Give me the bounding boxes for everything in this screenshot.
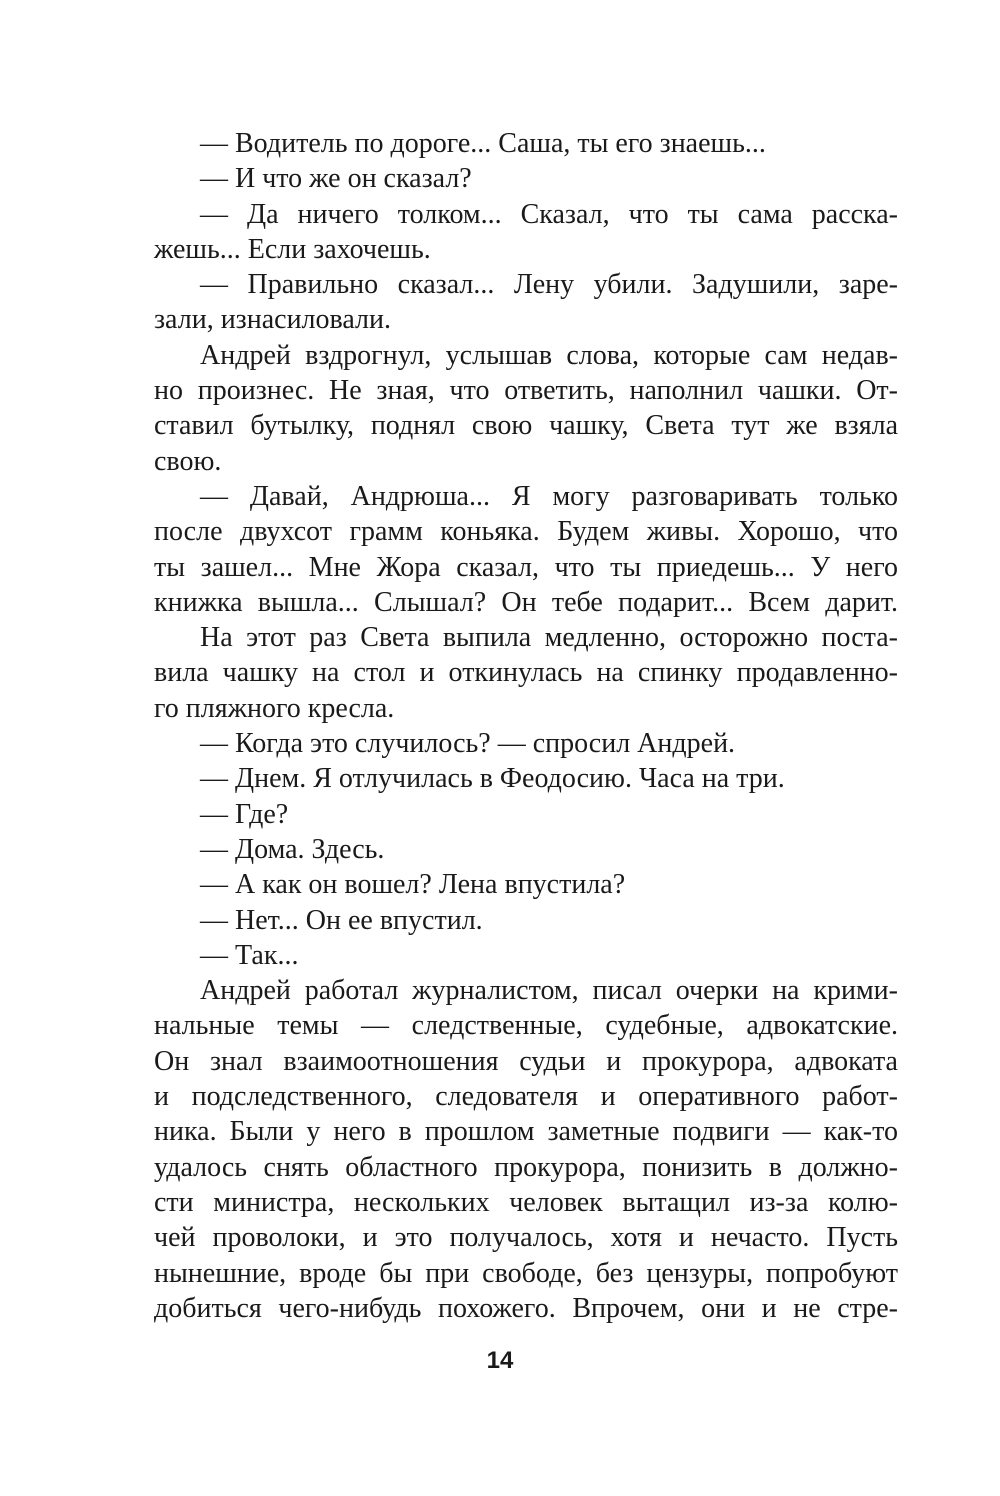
text-line: — Нет... Он ее впустил. [200,904,483,936]
text-line: ставил бутылку, поднял свою чашку, Света тут же взяла [154,410,898,442]
text-line: — Когда это случилось? — спросил Андрей. [200,728,736,760]
page-number: 14 [486,1347,514,1374]
text-line: На этот раз Света выпила медленно, осторожно поста- [200,622,898,654]
text-line: чей проволоки, и это получалось, хотя и нечасто. Пусть [154,1222,898,1254]
text-line: добиться чего-нибудь похожего. Впрочем, они и не стре- [154,1292,898,1324]
text-line: — Где? [200,798,289,830]
text-line: го пляжного кресла. [154,692,395,724]
text-line: Андрей работал журналистом, писал очерки на крими- [200,975,898,1007]
text-line: — А как он вошел? Лена впустила? [200,869,626,901]
text-line: зали, изнасиловали. [154,304,392,336]
text-line: нынешние, вроде бы при свободе, без цензуры, попробуют [154,1257,898,1289]
text-line: — Правильно сказал... Лену убили. Задушили, заре- [200,269,898,301]
text-line: Он знал взаимоотношения судьи и прокурора, адвоката [154,1045,898,1077]
book-page-text [154,126,898,1326]
text-line: книжка вышла... Слышал? Он тебе подарит... Всем дарит. [154,586,898,618]
text-line: — Так... [200,939,299,971]
text-line: вила чашку на стол и откинулась на спинку продавленно- [154,657,898,689]
text-line: удалось снять областного прокурора, понизить в должно- [154,1151,898,1183]
text-line: — Дома. Здесь. [200,833,385,865]
text-line: и подследственного, следователя и оперативного работ- [154,1081,898,1113]
text-line: — Водитель по дороге... Саша, ты его знаешь... [200,128,766,159]
text-line: свою. [154,445,222,477]
text-line: после двухсот грамм коньяка. Будем живы. Хорошо, что [154,516,898,548]
text-line: но произнес. Не зная, что ответить, наполнил чашки. От- [154,375,898,407]
text-line: ника. Были у него в прошлом заметные подвиги — как-то [154,1116,898,1148]
text-line: Андрей вздрогнул, услышав слова, которые сам недав- [200,339,898,371]
text-line: сти министра, нескольких человек вытащил из-за колю- [154,1186,898,1218]
text-line: — Да ничего толком... Сказал, что ты сама расска- [200,198,898,230]
text-line: — Днем. Я отлучилась в Феодосию. Часа на три. [200,763,785,795]
text-line: ты зашел... Мне Жора сказал, что ты приедешь... У него [154,551,898,583]
text-line: нальные темы — следственные, судебные, адвокатские. [154,1010,898,1042]
text-line: — И что же он сказал? [200,163,472,195]
text-line: — Давай, Андрюша... Я могу разговаривать только [200,480,898,512]
text-line: жешь... Если захочешь. [154,233,431,265]
